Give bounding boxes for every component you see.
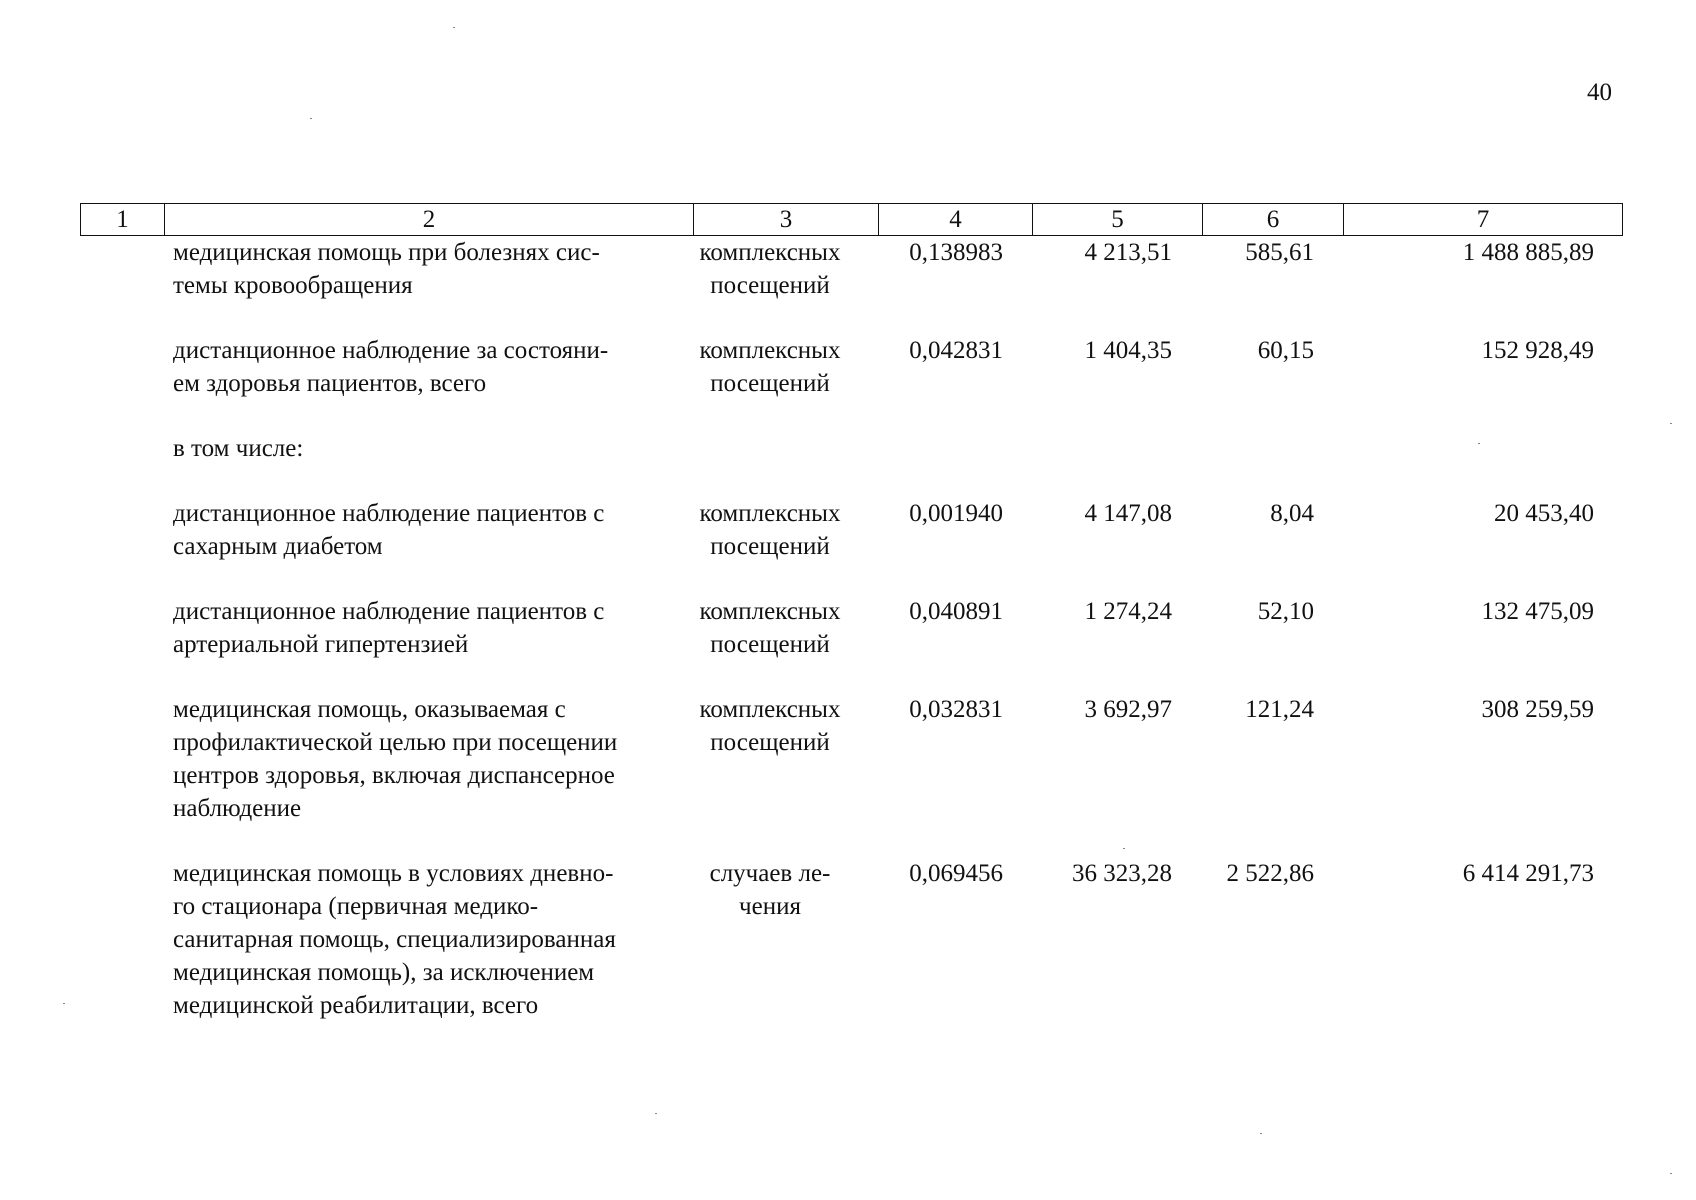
scan-speck	[1260, 1133, 1262, 1134]
row-value-7	[1326, 432, 1606, 465]
scan-speck	[1478, 443, 1480, 444]
row-name: медицинская помощь при болезнях сис- темы кровообращения	[173, 239, 600, 299]
row-value-6: 585,61	[1245, 239, 1314, 266]
row-value-4: 0,032831	[909, 696, 1003, 723]
scan-speck	[655, 1113, 657, 1114]
row-value-7: 6 414 291,73	[1462, 860, 1594, 887]
row-unit: случаев ле- чения	[709, 860, 831, 920]
row-name: дистанционное наблюдение пациентов с артериальной гипертензией	[173, 598, 605, 658]
row-value-6	[1185, 432, 1326, 465]
row-name: в том числе:	[173, 435, 304, 462]
row-value-5: 4 147,08	[1084, 500, 1172, 527]
table-row	[80, 693, 1622, 825]
row-number-cell	[80, 857, 173, 1022]
header-cell-3: 3	[694, 204, 879, 236]
header-row	[81, 204, 1623, 236]
row-value-7: 308 259,59	[1481, 696, 1594, 723]
row-unit: комплексных посещений	[699, 696, 841, 756]
scan-speck	[453, 27, 455, 28]
column-number-header	[80, 203, 1623, 236]
header-cell-7: 7	[1344, 204, 1623, 236]
row-unit: комплексных посещений	[699, 598, 841, 658]
row-value-5: 1 404,35	[1084, 337, 1172, 364]
row-unit: комплексных посещений	[699, 500, 841, 560]
table-row	[80, 497, 1622, 563]
row-value-5: 36 323,28	[1072, 860, 1172, 887]
row-name: дистанционное наблюдение за состояни- ем здоровья пациентов, всего	[173, 337, 609, 397]
table-row	[80, 334, 1622, 400]
row-value-6: 52,10	[1257, 598, 1314, 625]
row-value-4	[862, 432, 1016, 465]
scan-speck	[1670, 423, 1672, 424]
row-value-7: 20 453,40	[1494, 500, 1594, 527]
row-unit: комплексных посещений	[699, 239, 841, 299]
page-number: 40	[1587, 79, 1612, 106]
row-value-4: 0,001940	[909, 500, 1003, 527]
row-value-5: 1 274,24	[1084, 598, 1172, 625]
row-value-6: 60,15	[1257, 337, 1314, 364]
row-number-cell	[80, 432, 173, 465]
table-body	[80, 236, 1622, 1054]
row-number-cell	[80, 595, 173, 661]
table-row	[80, 236, 1622, 302]
row-unit	[678, 432, 862, 465]
row-value-4: 0,138983	[909, 239, 1003, 266]
header-cell-5: 5	[1033, 204, 1203, 236]
header-cell-1: 1	[81, 204, 165, 236]
header-cell-4: 4	[879, 204, 1033, 236]
header-cell-6: 6	[1203, 204, 1344, 236]
row-name: медицинская помощь, оказываемая с профилактической целью при посещении центров здоровья, включая диспансерное наблюдение	[173, 696, 618, 822]
table-row	[80, 857, 1622, 1022]
row-value-6: 2 522,86	[1226, 860, 1314, 887]
row-value-7: 132 475,09	[1481, 598, 1594, 625]
row-value-5	[1016, 432, 1185, 465]
row-number-cell	[80, 334, 173, 400]
scan-speck	[310, 118, 312, 119]
row-value-6: 8,04	[1270, 500, 1314, 527]
scan-speck	[1123, 848, 1125, 849]
header-cell-2: 2	[165, 204, 694, 236]
row-number-cell	[80, 236, 173, 302]
row-value-6: 121,24	[1245, 696, 1314, 723]
row-number-cell	[80, 497, 173, 563]
scan-speck	[1670, 1173, 1672, 1174]
row-name: дистанционное наблюдение пациентов с сахарным диабетом	[173, 500, 605, 560]
row-name: медицинская помощь в условиях дневно- го стационара (первичная медико- санитарная помощь, специализированная медицинская помощь), за исключением медицинской реабилитации, всего	[173, 860, 616, 1019]
scan-speck	[63, 1003, 65, 1004]
row-value-7: 152 928,49	[1481, 337, 1594, 364]
row-unit: комплексных посещений	[699, 337, 841, 397]
row-value-5: 3 692,97	[1084, 696, 1172, 723]
table-row	[80, 595, 1622, 661]
table-row-subheading	[80, 432, 1622, 465]
row-value-4: 0,042831	[909, 337, 1003, 364]
row-value-4: 0,069456	[909, 860, 1003, 887]
row-value-7: 1 488 885,89	[1462, 239, 1594, 266]
row-value-4: 0,040891	[909, 598, 1003, 625]
row-value-5: 4 213,51	[1084, 239, 1172, 266]
row-number-cell	[80, 693, 173, 825]
